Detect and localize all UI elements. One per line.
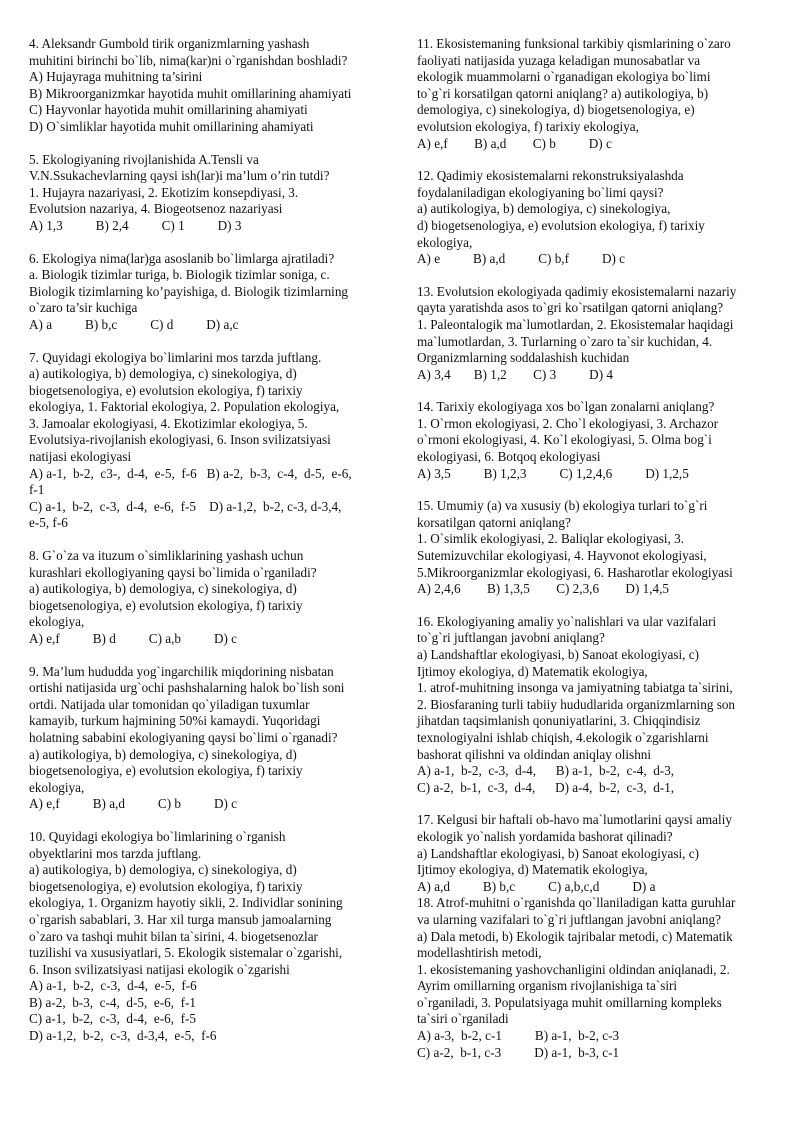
question-text-line: 6. Inson svilizatsiyasi natijasi ekologik o`zgarishi: [29, 961, 290, 977]
question-block: [29, 664, 394, 813]
answer-options-line: A) 3,5 B) 1,2,3 C) 1,2,4,6 D) 1,2,5: [417, 465, 689, 481]
left-column: [29, 36, 394, 1045]
question-text-line: ma`lumotlardan, 3. Turlarning o`zaro ta`sir kuchidan, 4.: [417, 333, 713, 349]
question-text-line: 9. Ma’lum hududda yog`ingarchilik miqdorining nisbatan: [29, 663, 334, 679]
question-text-line: 14. Tarixiy ekologiyaga xos bo`lgan zonalarni aniqlang?: [417, 399, 715, 415]
answer-options-line: C) a-1, b-2, c-3, d-4, e-6, f-5: [29, 1011, 196, 1027]
question-text-line: to`g`ri korsatilgan qatorni aniqlang? a) autikologiya, b): [417, 85, 709, 101]
question-text-line: 1. O`simlik ekologiyasi, 2. Baliqlar ekologiyasi, 3.: [417, 531, 685, 547]
question-text-line: o`rgarish sabablari, 3. Har xil turga mansub jamoalarning: [29, 911, 332, 927]
question-text-line: Sutemizuvchilar ekologiyasi, 4. Hayvonot ekologiyasi,: [417, 548, 707, 564]
question-text-line: 18. Atrof-muhitni o`rganishda qo`llaniladigan katta guruhlar: [417, 895, 736, 911]
question-text-line: 1. O`rmon ekologiyasi, 2. Cho`l ekologiyasi, 3. Archazor: [417, 415, 719, 431]
question-text-line: to`g`ri juftlangan javobni aniqlang?: [417, 630, 605, 646]
question-text-line: Organizmlarning soddalashish kuchidan: [417, 350, 630, 366]
question-text-line: a) Landshaftlar ekologiyasi, b) Sanoat ekologiyasi, c): [417, 845, 699, 861]
question-text-line: 6. Ekologiya nima(lar)ga asoslanib bo`limlarga ajratiladi?: [29, 250, 335, 266]
question-block: [417, 284, 779, 384]
answer-options-line: B) Mikroorganizmkar hayotida muhit omillarining ahamiyati: [29, 85, 352, 101]
question-text-line: obyektlarini mos tarzda juftlang.: [29, 845, 202, 861]
question-text-line: ekologiya,: [417, 234, 473, 250]
question-block: [417, 895, 779, 1061]
question-text-line: 1. Hujayra nazariyasi, 2. Ekotizim konsepdiyasi, 3.: [29, 184, 299, 200]
answer-options-line: C) Hayvonlar hayotida muhit omillarining ahamiyati: [29, 102, 308, 118]
question-text-line: biogetsenologiya, e) evolutsion ekologiya, f) tarixiy: [29, 878, 303, 894]
question-text-line: ekologiya, 1. Organizm hayotiy sikli, 2. Individlar sonining: [29, 895, 343, 911]
question-text-line: 10. Quyidagi ekologiya bo`limlarining o`rganish: [29, 828, 286, 844]
question-text-line: 15. Umumiy (a) va xususiy (b) ekologiya turlari to`g`ri: [417, 498, 708, 514]
question-text-line: 16. Ekologiyaning amaliy yo`nalishlari va ular vazifalari: [417, 613, 717, 629]
question-text-line: o`zaro ta’sir kuchiga: [29, 300, 138, 316]
answer-options-line: A) e,f B) d C) a,b D) c: [29, 631, 238, 646]
question-text-line: 11. Ekosistemaning funksional tarkibiy qismlarining o`zaro: [417, 36, 731, 51]
question-text-line: a) autikologiya, b) demologiya, c) sinekologiya, d): [29, 366, 297, 382]
question-text-line: Evolutsion nazariya, 4. Biogeotsenoz nazariyasi: [29, 201, 283, 217]
question-text-line: f-1: [29, 482, 45, 498]
question-text-line: 8. G`o`za va ituzum o`simliklarining yashash uchun: [29, 548, 304, 564]
question-text-line: o`rmoni ekologiyasi, 4. Ko`l ekologiyasi, 5. Olma bog`i: [417, 432, 712, 448]
question-block: [29, 251, 394, 334]
question-text-line: a. Biologik tizimlar turiga, b. Biologik tizimlar soniga, c.: [29, 267, 330, 283]
question-text-line: biogetsenologiya, e) evolutsion ekologiya, f) tarixiy: [29, 763, 303, 779]
question-text-line: a) Landshaftlar ekologiyasi, b) Sanoat ekologiyasi, c): [417, 647, 699, 662]
answer-options-line: A) a B) b,c C) d D) a,c: [29, 316, 239, 332]
question-text-line: 17. Kelgusi bir haftali ob-havo ma`lumotlarini qaysi amaliy: [417, 812, 732, 828]
answer-options-line: C) a-2, b-1, c-3 D) a-1, b-3, c-1: [417, 1044, 620, 1060]
question-text-line: a) autikologiya, b) demologiya, c) sinekologiya, d): [29, 862, 297, 878]
question-text-line: modellashtirish metodi,: [417, 945, 542, 961]
question-text-line: 4. Aleksandr Gumbold tirik organizmlarning yashash: [29, 36, 310, 51]
question-block: [417, 168, 779, 268]
answer-options-line: A) 3,4 B) 1,2 C) 3 D) 4: [417, 366, 613, 382]
question-block: [417, 36, 779, 152]
question-text-line: e-5, f-6: [29, 515, 68, 531]
question-text-line: demologiya, c) sinekologiya, d) biogetsenologiya, e): [417, 102, 695, 118]
answer-options-line: A) a-3, b-2, c-1 B) a-1, b-2, c-3: [417, 1028, 620, 1044]
answer-options-line: A) Hujayraga muhitning ta’sirini: [29, 69, 203, 85]
question-text-line: ortishi natijasida urg`ochi pashshalarning halok bo`lish soni: [29, 680, 345, 696]
question-text-line: Evolutsiya-rivojlanish ekologiyasi, 6. Inson svilizatsiyasi: [29, 432, 331, 448]
question-block: [29, 36, 394, 136]
question-text-line: ekologik muammolarni o`rganadigan ekologiya bo`limi: [417, 69, 711, 85]
question-text-line: tuzilishi va xususiyatlari, 5. Ekologik sistemalar o`zgarishi,: [29, 945, 343, 961]
question-text-line: biogetsenologiya, e) evolutsion ekologiya, f) tarixiy: [29, 382, 303, 398]
question-text-line: ekologik yo`nalish yordamida bashorat qilinadi?: [417, 828, 673, 844]
question-text-line: kurashlari ekollogiyaning qaysi bo`limida o`rganiladi?: [29, 564, 317, 580]
question-text-line: va ularning vazifalari to`g`ri juftlangan javobni aniqlang?: [417, 911, 721, 927]
question-text-line: ekologiyasi, 6. Botqoq ekologiyasi: [417, 449, 601, 465]
question-text-line: a) Dala metodi, b) Ekologik tajribalar metodi, c) Matematik: [417, 928, 733, 944]
answer-options-line: D) a-1,2, b-2, c-3, d-3,4, e-5, f-6: [29, 1028, 217, 1044]
question-block: [417, 498, 779, 598]
question-text-line: Ijtimoy ekologiya, d) Matematik ekologiya,: [417, 862, 648, 878]
question-text-line: V.N.Ssukachevlarning qaysi ish(lar)i ma’lum o’rin tutdi?: [29, 168, 330, 184]
question-text-line: jihatdan taqsimlanish qonuniyatlarini, 3. Chiqqindisiz: [417, 713, 701, 729]
question-text-line: bashorat qilishni va oldindan aniqlay olishni: [417, 746, 652, 762]
question-block: [29, 350, 394, 533]
question-text-line: ekologiya,: [29, 779, 85, 795]
answer-options-line: A) e B) a,d C) b,f D) c: [417, 251, 626, 267]
question-text-line: 5. Ekologiyaning rivojlanishida A.Tensli va: [29, 151, 259, 167]
answer-options-line: A) 1,3 B) 2,4 C) 1 D) 3: [29, 217, 242, 233]
question-text-line: holatning sababini ekologiyaning qaysi bo`limi o`rganadi?: [29, 729, 338, 745]
answer-options-line: C) a-1, b-2, c-3, d-4, e-6, f-5 D) a-1,2, b-2, c-3, d-3,4,: [29, 498, 342, 514]
question-text-line: 1. ekosistemaning yashovchanligini oldindan aniqlanadi, 2.: [417, 961, 730, 977]
question-text-line: qayta yaratishda asos to`gri ko`rsatilgan qatorni aniqlang?: [417, 300, 724, 316]
question-text-line: o`rganiladi, 3. Populatsiyaga muhit omillarning kompleks: [417, 994, 722, 1010]
question-text-line: biogetsenologiya, e) evolutsion ekologiya, f) tarixiy: [29, 597, 303, 613]
question-text-line: 5.Mikroorganizmlar ekologiyasi, 6. Hasharotlar ekologiyasi: [417, 564, 733, 580]
question-text-line: ortdi. Natijada ular tomonidan qo`yiladigan tuxumlar: [29, 696, 310, 712]
question-text-line: ta`siri o`rganiladi: [417, 1011, 509, 1027]
question-text-line: ekologiya,: [29, 614, 85, 630]
answer-options-line: A) e,f B) a,d C) b D) c: [29, 796, 238, 812]
question-text-line: natijasi ekologiyasi: [29, 449, 132, 465]
answer-options-line: A) 2,4,6 B) 1,3,5 C) 2,3,6 D) 1,4,5: [417, 581, 670, 597]
answer-options-line: A) a-1, b-2, c-3, d-4, B) a-1, b-2, c-4, d-3,: [417, 763, 675, 779]
answer-options-line: A) e,f B) a,d C) b D) c: [417, 135, 612, 151]
question-block: [417, 614, 779, 797]
question-text-line: 1. atrof-muhitning insonga va jamiyatning tabiatga ta`sirini,: [417, 680, 733, 696]
question-text-line: faoliyati natijasida yuzaga keladigan munosabatlar va: [417, 52, 701, 68]
right-column: [417, 36, 779, 1061]
question-text-line: korsatilgan qatorni aniqlang?: [417, 514, 571, 530]
question-text-line: 3. Jamoalar ekologiyasi, 4. Ekotizimlar ekologiya, 5.: [29, 415, 308, 431]
question-block: [29, 548, 394, 648]
answer-options-line: B) a-2, b-3, c-4, d-5, e-6, f-1: [29, 994, 196, 1010]
question-block: [417, 812, 779, 895]
answer-options-line: A) a-1, b-2, c-3, d-4, e-5, f-6: [29, 978, 197, 994]
question-text-line: a) autikologiya, b) demologiya, c) sinekologiya,: [417, 201, 671, 217]
answer-options-line: A) a-1, b-2, c3-, d-4, e-5, f-6 B) a-2, b-3, c-4, d-5, e-6,: [29, 465, 352, 481]
question-text-line: Ijtimoy ekologiya, d) Matematik ekologiya,: [417, 663, 648, 679]
question-text-line: a) autikologiya, b) demologiya, c) sinekologiya, d): [29, 581, 297, 597]
question-block: [29, 829, 394, 1045]
question-text-line: 1. Paleontalogik ma`lumotlardan, 2. Ekosistemalar haqidagi: [417, 316, 734, 332]
question-text-line: 2. Biosfaraning turli tabiiy hududlarida organizmlarning son: [417, 696, 736, 712]
question-text-line: texnologiyalni ishlab chiqish, 4.ekologik o`zgarishlarni: [417, 729, 709, 745]
question-text-line: Biologik tizimlarning ko’payishiga, d. Biologik tizimlarning: [29, 283, 349, 299]
question-text-line: Ayrim omillarning organism rivojlanishiga ta`siri: [417, 978, 678, 994]
question-text-line: 12. Qadimiy ekosistemalarni rekonstruksiyalashda: [417, 168, 684, 184]
answer-options-line: C) a-2, b-1, c-3, d-4, D) a-4, b-2, c-3, d-1,: [417, 779, 675, 795]
question-text-line: a) autikologiya, b) demologiya, c) sinekologiya, d): [29, 746, 297, 762]
question-text-line: foydalaniladigan ekologiyaning bo`limi qaysi?: [417, 184, 664, 200]
question-text-line: evolutsion ekologiya, f) tarixiy ekologiya,: [417, 118, 639, 134]
question-block: [29, 152, 394, 235]
question-text-line: 7. Quyidagi ekologiya bo`limlarini mos tarzda juftlang.: [29, 349, 322, 365]
question-text-line: ekologiya, 1. Faktorial ekologiya, 2. Population ekologiya,: [29, 399, 340, 415]
question-text-line: o`zaro va tashqi muhit bilan ta`sirini, 4. biogetsenozlar: [29, 928, 318, 944]
question-text-line: d) biogetsenologiya, e) evolutsion ekologiya, f) tarixiy: [417, 217, 705, 233]
question-text-line: 13. Evolutsion ekologiyada qadimiy ekosistemalarni nazariy: [417, 283, 737, 299]
question-text-line: kamayib, turkum hajmining 50%i kamaydi. Yuqoridagi: [29, 713, 321, 729]
question-block: [417, 399, 779, 482]
answer-options-line: A) a,d B) b,c C) a,b,c,d D) a: [417, 878, 656, 894]
question-text-line: muhitini birinchi bo`lib, nima(kar)ni o`rganishdan boshladi?: [29, 52, 348, 68]
answer-options-line: D) O`simliklar hayotida muhit omillarining ahamiyati: [29, 118, 314, 134]
